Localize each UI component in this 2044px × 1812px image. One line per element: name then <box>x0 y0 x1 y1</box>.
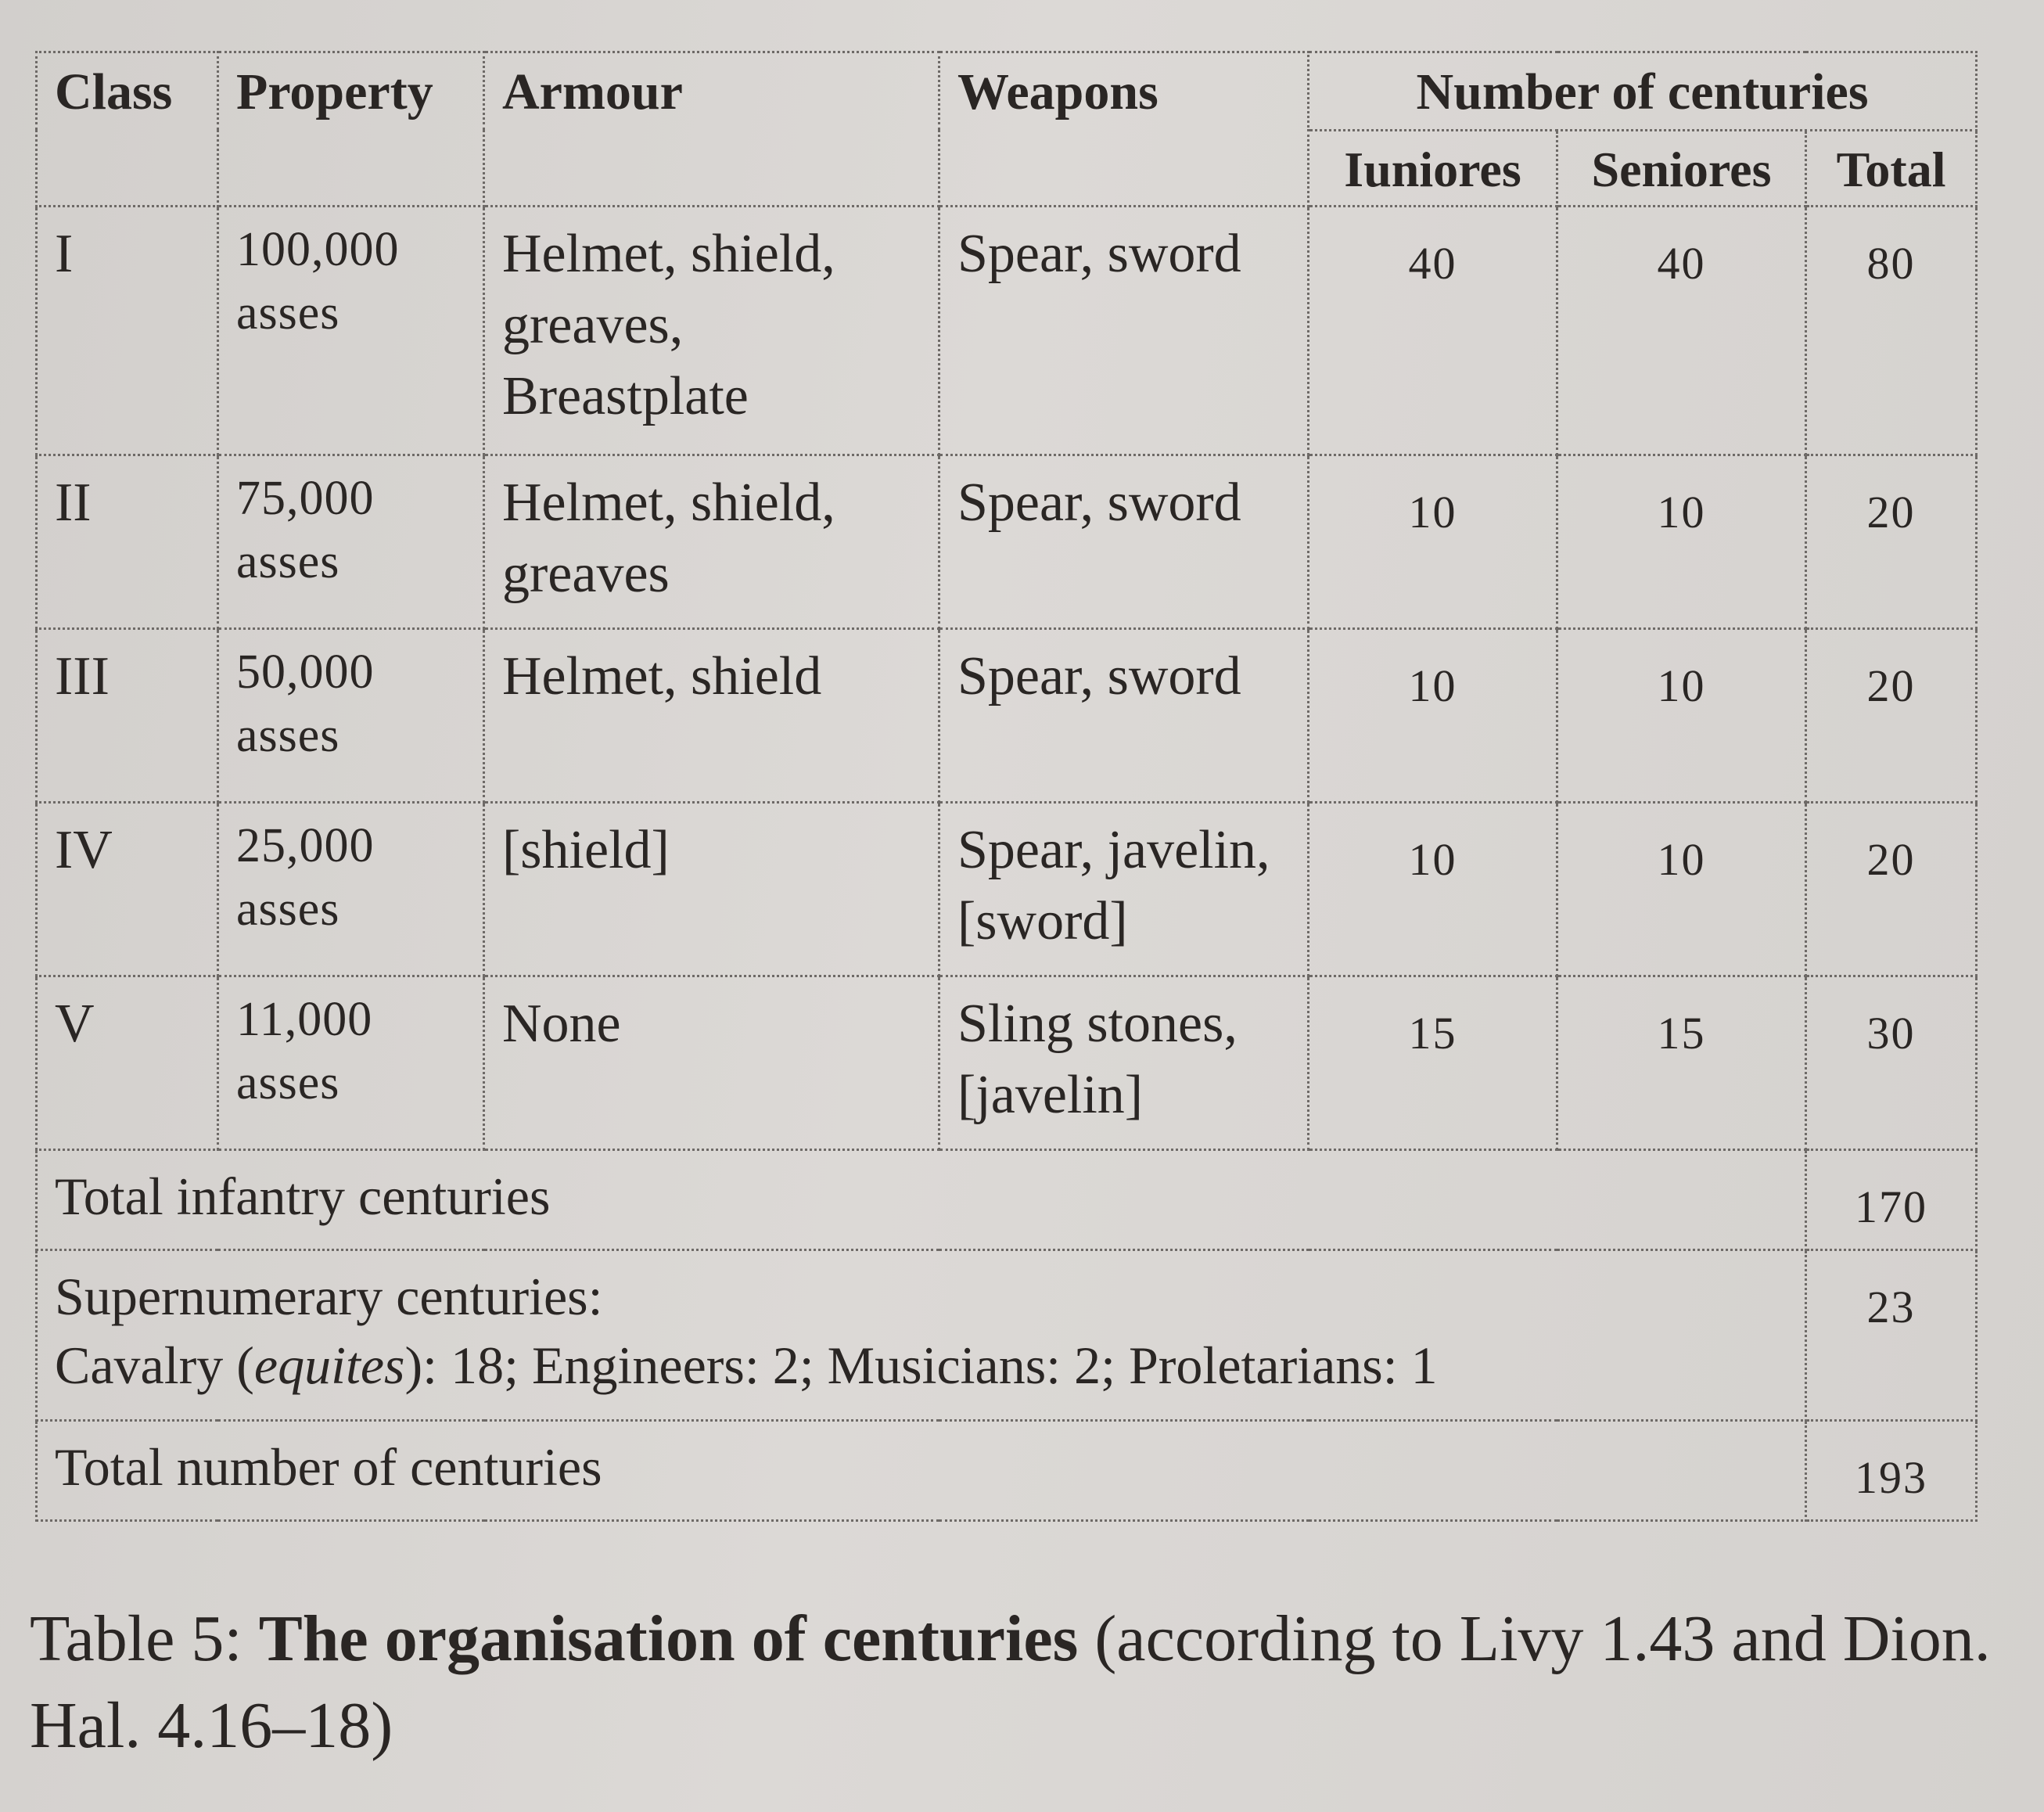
property-amount: 50,000 <box>236 645 375 699</box>
armour-cell: Helmet, shield, greaves, Breastplate <box>484 206 939 455</box>
property-unit: asses <box>236 534 340 588</box>
header-armour: Armour <box>484 52 939 207</box>
centuries-table <box>35 51 1978 1522</box>
caption-title: The organisation of centuries <box>258 1602 1079 1675</box>
class-cell: III <box>37 628 218 802</box>
supernumerary-row <box>37 1249 1977 1420</box>
total-cell: 80 <box>1806 206 1977 455</box>
header-iuniores: Iuniores <box>1309 130 1557 206</box>
header-property: Property <box>218 52 484 207</box>
header-number-of-centuries: Number of centuries <box>1309 52 1977 131</box>
total-cell: 20 <box>1806 455 1977 628</box>
table-row <box>37 455 1977 628</box>
armour-cell: Helmet, shield, greaves <box>484 455 939 628</box>
class-cell: I <box>37 206 218 455</box>
property-amount: 25,000 <box>236 818 375 872</box>
property-unit: asses <box>236 882 340 936</box>
iuniores-cell: 10 <box>1309 628 1557 802</box>
supernumerary-label: Supernumerary centuries: <box>55 1266 603 1326</box>
seniores-cell: 40 <box>1557 206 1806 455</box>
total-cell: 30 <box>1806 976 1977 1149</box>
armour-cell: Helmet, shield <box>484 628 939 802</box>
total-all-value: 193 <box>1806 1420 1977 1520</box>
supernumerary-detail <box>55 1331 1787 1400</box>
property-cell <box>218 628 484 802</box>
property-unit: asses <box>236 1055 340 1109</box>
total-cell: 20 <box>1806 802 1977 976</box>
property-cell <box>218 455 484 628</box>
table-row <box>37 628 1977 802</box>
caption-suffix: (according to Livy 1.43 and Dion. Hal. 4.16–18) <box>30 1602 1991 1762</box>
table-row <box>37 976 1977 1149</box>
total-cell: 20 <box>1806 628 1977 802</box>
property-unit: asses <box>236 708 340 762</box>
supernumerary-value: 23 <box>1806 1249 1977 1420</box>
caption-prefix: Table 5: <box>30 1602 259 1675</box>
header-seniores: Seniores <box>1557 130 1806 206</box>
total-all-label: Total number of centuries <box>37 1420 1806 1520</box>
header-row <box>37 52 1977 131</box>
header-weapons: Weapons <box>939 52 1309 207</box>
weapons-cell: Spear, javelin, [sword] <box>939 802 1309 976</box>
iuniores-cell: 10 <box>1309 802 1557 976</box>
class-cell: II <box>37 455 218 628</box>
total-all-row <box>37 1420 1977 1520</box>
seniores-cell: 10 <box>1557 455 1806 628</box>
property-cell <box>218 976 484 1149</box>
total-infantry-row <box>37 1149 1977 1249</box>
table-caption <box>30 1596 2001 1770</box>
property-unit: asses <box>236 286 340 340</box>
property-cell <box>218 802 484 976</box>
weapons-cell: Spear, sword <box>939 455 1309 628</box>
class-cell: IV <box>37 802 218 976</box>
property-cell <box>218 206 484 455</box>
supernumerary-detail-pre: Cavalry ( <box>55 1336 254 1396</box>
seniores-cell: 10 <box>1557 628 1806 802</box>
supernumerary-detail-equites: equites <box>253 1336 405 1396</box>
supernumerary-cell <box>37 1249 1806 1420</box>
armour-cell: [shield] <box>484 802 939 976</box>
property-amount: 11,000 <box>236 992 373 1046</box>
header-class: Class <box>37 52 218 207</box>
weapons-cell: Spear, sword <box>939 206 1309 455</box>
seniores-cell: 15 <box>1557 976 1806 1149</box>
iuniores-cell: 40 <box>1309 206 1557 455</box>
table-row <box>37 802 1977 976</box>
supernumerary-detail-post: ): 18; Engineers: 2; Musicians: 2; Proletarians: 1 <box>404 1336 1438 1396</box>
total-infantry-label: Total infantry centuries <box>37 1149 1806 1249</box>
seniores-cell: 10 <box>1557 802 1806 976</box>
total-infantry-value: 170 <box>1806 1149 1977 1249</box>
iuniores-cell: 15 <box>1309 976 1557 1149</box>
table-row <box>37 206 1977 455</box>
armour-cell: None <box>484 976 939 1149</box>
weapons-cell: Spear, sword <box>939 628 1309 802</box>
class-cell: V <box>37 976 218 1149</box>
weapons-cell: Sling stones, [javelin] <box>939 976 1309 1149</box>
header-total: Total <box>1806 130 1977 206</box>
property-amount: 100,000 <box>236 222 400 276</box>
property-amount: 75,000 <box>236 471 375 525</box>
iuniores-cell: 10 <box>1309 455 1557 628</box>
